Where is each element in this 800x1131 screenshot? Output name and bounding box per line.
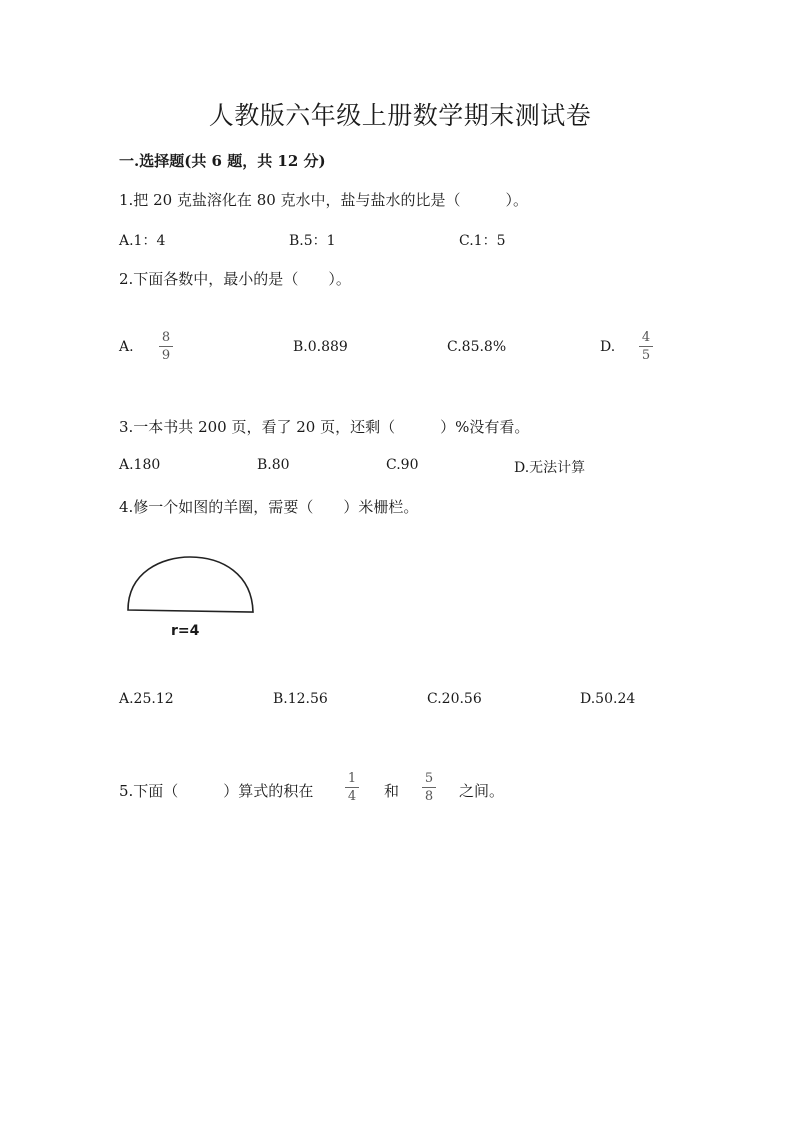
semicircle-outline: [128, 557, 253, 612]
semicircle-figure: [122, 552, 262, 618]
question-2-text: 2.下面各数中，最小的是（ ）。: [119, 270, 351, 288]
question-4-text: 4.修一个如图的羊圈，需要（ ）米栅栏。: [119, 498, 419, 516]
question-5-connector: 和: [384, 782, 400, 800]
fraction-bar: [159, 346, 173, 347]
question-4-option-a: A.25.12: [119, 691, 174, 707]
question-3-text: 3.一本书共 200 页，看了 20 页，还剩（ ）%没有看。: [119, 418, 530, 436]
question-1-option-c: C.1：5: [459, 233, 506, 249]
figure-radius-label: r=4: [171, 623, 200, 639]
fraction-denominator: 8: [424, 789, 434, 804]
question-4-option-d: D.50.24: [580, 691, 636, 707]
section-heading: 一.选择题(共 6 题，共 12 分): [119, 152, 326, 170]
question-2-option-b: B.0.889: [293, 339, 348, 355]
question-4-option-b: B.12.56: [273, 691, 328, 707]
fraction-numerator: 8: [161, 330, 171, 345]
fraction-denominator: 9: [161, 348, 171, 363]
fraction-bar: [639, 346, 653, 347]
question-4-option-c: C.20.56: [427, 691, 482, 707]
fraction-numerator: 1: [347, 771, 357, 786]
fraction-numerator: 4: [641, 330, 651, 345]
question-2-option-a-label: A.: [119, 339, 134, 355]
fraction-bar: [345, 787, 359, 788]
fraction-denominator: 4: [347, 789, 357, 804]
question-5-suffix: 之间。: [459, 782, 505, 800]
question-2-option-d-fraction: [639, 331, 653, 362]
fraction-denominator: 5: [641, 348, 651, 363]
question-3-option-a: A.180: [119, 457, 161, 473]
question-2-option-d-label: D.: [600, 339, 616, 355]
question-1-text: 1.把 20 克盐溶化在 80 克水中，盐与盐水的比是（ ）。: [119, 191, 529, 209]
fraction-bar: [422, 787, 436, 788]
question-5-fraction-2: [422, 772, 436, 803]
fraction-numerator: 5: [424, 771, 434, 786]
question-2-option-c: C.85.8%: [447, 339, 507, 355]
question-1-option-a: A.1：4: [119, 233, 166, 249]
question-1-option-b: B.5：1: [289, 233, 336, 249]
question-3-option-d: D.无法计算: [514, 460, 586, 476]
question-3-option-b: B.80: [257, 457, 290, 473]
question-5-fraction-1: [345, 772, 359, 803]
question-3-option-c: C.90: [386, 457, 419, 473]
page-title: 人教版六年级上册数学期末测试卷: [208, 101, 592, 130]
question-5-text: 5.下面（ ）算式的积在: [119, 782, 314, 800]
question-2-option-a-fraction: [159, 331, 173, 362]
